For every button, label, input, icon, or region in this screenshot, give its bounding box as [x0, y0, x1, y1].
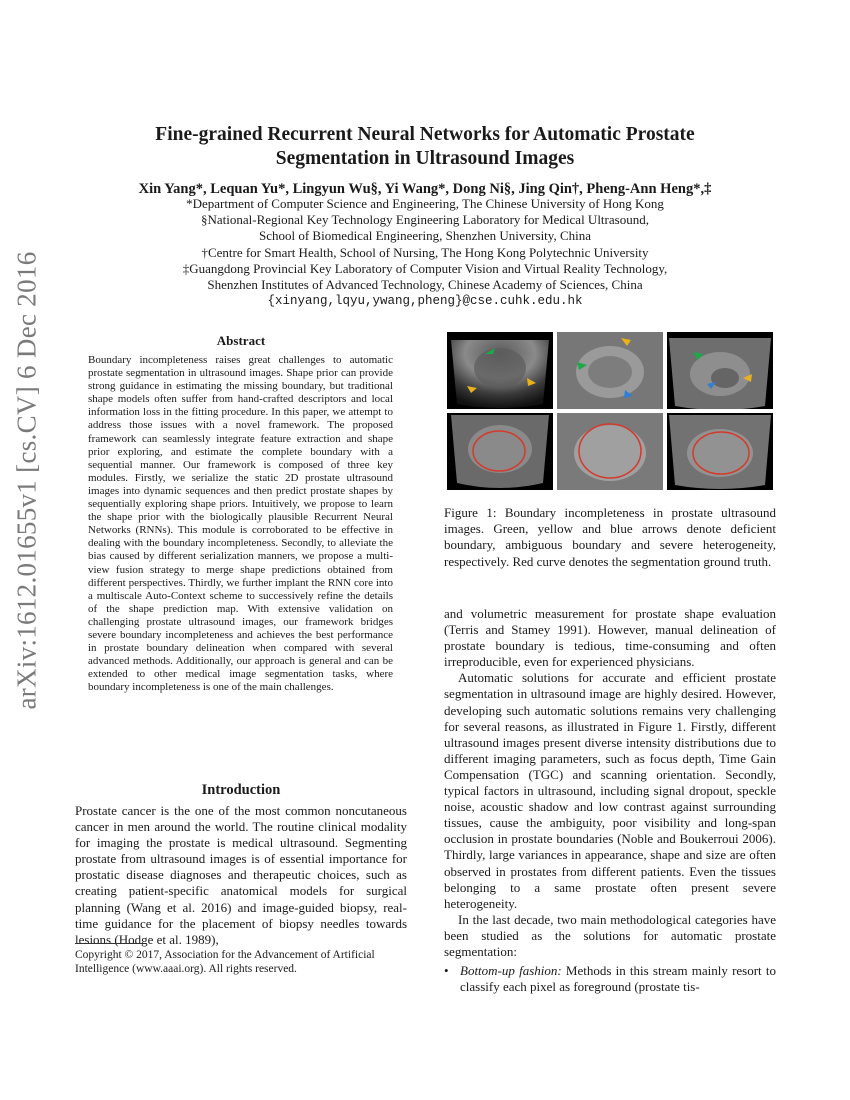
ultrasound-image-3-top — [667, 332, 773, 409]
ultrasound-image-1-top — [447, 332, 553, 409]
affiliation-line: †Centre for Smart Health, School of Nursing, The Hong Kong Polytechnic University — [201, 244, 649, 260]
abstract-heading: Abstract — [216, 333, 266, 348]
ultrasound-image-1-ground-truth — [447, 413, 553, 490]
email-line: {xinyang,lqyu,ywang,pheng}@cse.cuhk.edu.hk — [267, 294, 583, 309]
intro-paragraph-text: Prostate cancer is the one of the most common noncutaneous cancer in men around the world. The routine clinical modality for imaging the prostate is medical ultrasound. Segmenting prostate from ultrasound images is of essential importance for prostatic disease diagnoses and therapeutic choices, such as creating patient-specific anatomical models for surgical planning (Wang et al. 2016) and image-guided biopsy, real-time guidance for the placement of biopsy needles towards lesions (Hodge et al. 1989), — [75, 803, 407, 947]
affiliation-line: Shenzhen Institutes of Advanced Technology, Chinese Academy of Sciences, China — [207, 277, 643, 293]
ultrasound-image-3-ground-truth — [667, 413, 773, 490]
copyright-footnote: Copyright © 2017, Association for the Advancement of Artificial Intelligence (www.aaai.org). All rights reserved. — [75, 949, 375, 975]
figure-1 — [444, 330, 776, 492]
abstract-text: Boundary incompleteness raises great challenges to automatic prostate segmentation in ultrasound images. Shape prior can provide strong guidance in estimating the missing boundary, but traditional shape models often suffer from hand-crafted descriptors and local information loss in the fitting procedure. In this paper, we attempt to address those issues with a novel framework. The proposed framework can seamlessly integrate feature extraction and shape prior exploring, and estimate the complete boundary with a sequential manner. Our framework is composed of three key modules. Firstly, we serialize the static 2D prostate ultrasound images into dynamic sequences and then predict prostate shapes by sequentially exploring shape priors. Intuitively, we propose to learn the shape prior with the biologically plausible Recurrent Neural Networks (RNNs). This module is corroborated to be effective in dealing with the boundary incompleteness. Secondly, to alleviate the bias caused by different serialization manners, we propose a multi-view fusion strategy to merge shape predictions obtained from different perspectives. Thirdly, we further implant the RNN core into a multiscale Auto-Context scheme to successively refine the details of the shape prediction map. With extensive validation on challenging prostate ultrasound images, our framework bridges severe boundary incompleteness and achieves the best performance in prostate boundary delineation when compared with several advanced methods. Additionally, our approach is general and can be extended to other medical image segmentation tasks, where boundary incompleteness is one of the main challenges. — [88, 354, 393, 694]
author-list: Xin Yang*, Lequan Yu*, Lingyun Wu§, Yi Wang*, Dong Ni§, Jing Qin†, Pheng-Ann Heng*,‡ — [138, 181, 712, 197]
affiliations — [100, 196, 750, 309]
introduction-paragraph — [75, 803, 407, 948]
bullet-icon: • — [444, 963, 449, 979]
bullet-item-text — [460, 963, 776, 995]
bullet-term: Bottom-up fashion: — [460, 963, 562, 979]
affiliation-line: School of Biomedical Engineering, Shenzhen University, China — [258, 228, 592, 244]
arxiv-stamp — [8, 250, 46, 710]
ultrasound-image-2-top — [557, 332, 663, 409]
affiliation-line: ‡Guangdong Provincial Key Laboratory of Computer Vision and Virtual Reality Technology, — [182, 260, 668, 276]
arxiv-id: arXiv:1612.01655v1 [cs.CV] 6 Dec 2016 — [11, 250, 42, 710]
affiliation-line: *Department of Computer Science and Engineering, The Chinese University of Hong Kong — [186, 196, 664, 211]
figure-caption: Figure 1: Boundary incompleteness in prostate ultrasound images. Green, yellow and blue arrows denote deficient boundary, ambiguous boundary and severe heterogeneity, respectively. Red curve denotes the segmentation ground truth. — [444, 505, 776, 569]
right-paragraph-1: and volumetric measurement for prostate shape evaluation (Terris and Stamey 1991). However, manual delineation of prostate boundary is tedious, time-consuming and often irreproducible, even for experienced physicians. — [444, 606, 776, 670]
right-column-text — [444, 606, 776, 995]
introduction-heading: Introduction — [201, 782, 281, 798]
bullet-item — [444, 963, 776, 995]
affiliation-line: §National-Regional Key Technology Engineering Laboratory for Medical Ultrasound, — [201, 212, 649, 228]
footnote-rule — [75, 943, 145, 944]
paper-title: Fine-grained Recurrent Neural Networks for Automatic Prostate Segmentation in Ultrasound Images — [155, 124, 695, 169]
right-paragraph-2: Automatic solutions for accurate and efficient prostate segmentation in ultrasound image are highly desired. However, developing such automatic solutions remains very challenging for several reasons, as illustrated in Figure 1. Firstly, different ultrasound images present diverse intensity distributions due to different imaging parameters, such as focus depth, Time Gain Compensation (TGC) and scanning orientation. Secondly, typical factors in ultrasound, including signal dropout, speckle noise, acoustic shadow and low contrast against surrounding tissues, cause the ambiguity, poor visibility and long-span occlusion in prostate boundaries (Noble and Boukerroui 2006). Thirdly, large variances in appearance, shape and size are often observed in prostates from different patients. Even the tissues belonging to a same prostate often present severe heterogeneity. — [444, 670, 776, 911]
ultrasound-image-2-ground-truth — [557, 413, 663, 490]
right-paragraph-3: In the last decade, two main methodological categories have been studied as the solutions for automatic prostate segmentation: — [444, 911, 776, 959]
bullet-description: Methods in this stream mainly resort to classify each pixel as foreground (prostate tis- — [460, 963, 776, 995]
